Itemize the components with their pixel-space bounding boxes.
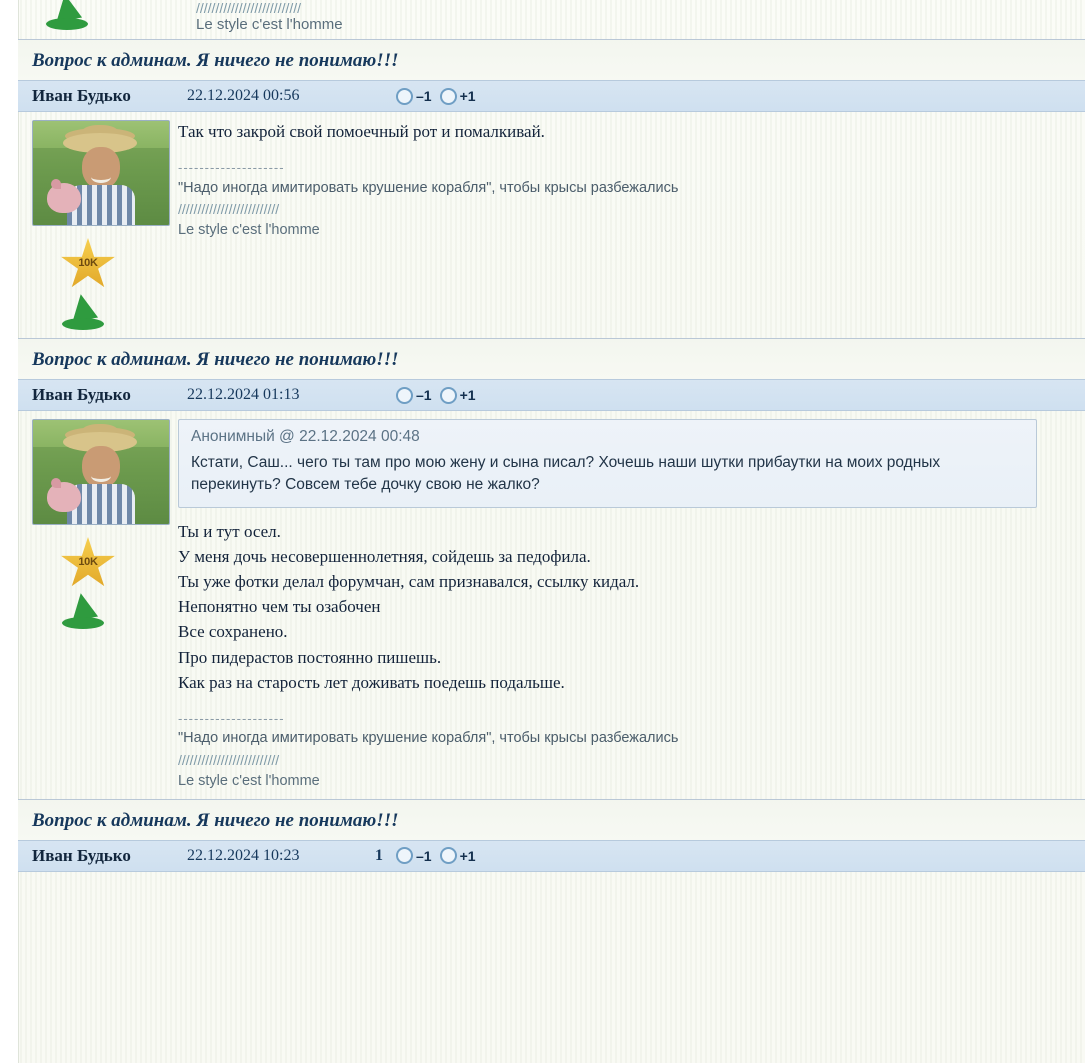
post-timestamp: 22.12.2024 10:23 — [187, 846, 300, 864]
vote-up-label: +1 — [459, 88, 476, 104]
vote-up-label: +1 — [459, 847, 476, 864]
message-line: Про пидерастов постоянно пишешь. — [178, 647, 442, 667]
post-message — [178, 120, 1085, 242]
star-badge-label: 10K — [78, 556, 98, 568]
user-badges — [32, 537, 178, 631]
signature-slashes: ////////////////////////// — [178, 201, 280, 218]
post — [18, 799, 1085, 872]
signature-dashes: -------------------- — [178, 710, 285, 726]
vote-down-button[interactable] — [396, 387, 432, 404]
post-author[interactable]: Иван Будько — [32, 845, 131, 865]
signature-motto: Le style c'est l'homme — [178, 773, 320, 790]
star-badge-icon — [60, 537, 116, 591]
post-meta-bar — [18, 80, 1085, 112]
post-gutter — [18, 120, 178, 332]
signature-slashes: ////////////////////////// — [178, 752, 280, 769]
quote-author-timestamp: Анонимный @ 22.12.2024 00:48 — [191, 428, 420, 445]
vote-down-icon[interactable] — [396, 387, 413, 404]
message-line: Ты уже фотки делал форумчан, сам признавался, ссылку кидал. — [178, 572, 640, 592]
signature — [178, 709, 1061, 793]
quoted-post — [178, 419, 1037, 508]
post-body — [18, 411, 1085, 799]
vote-down-button[interactable] — [396, 847, 432, 864]
post-timestamp: 22.12.2024 00:56 — [187, 87, 300, 104]
partial-signature-top — [18, 0, 1085, 39]
thread-title[interactable]: Вопрос к админам. Я ничего не понимаю!!! — [18, 39, 1085, 80]
post-timestamp: 22.12.2024 01:13 — [187, 386, 300, 403]
vote-up-button[interactable] — [440, 847, 476, 864]
post-meta-bar — [18, 379, 1085, 411]
message-line: Все сохранено. — [178, 622, 288, 642]
post-author[interactable]: Иван Будько — [32, 385, 131, 404]
post-meta-bar — [18, 840, 1085, 872]
message-line: Так что закрой свой помоечный рот и помалкивай. — [178, 122, 545, 141]
signature-dashes: -------------------- — [178, 160, 285, 176]
star-badge-label: 10K — [78, 257, 98, 269]
green-hat-icon — [60, 593, 106, 631]
avatar — [32, 120, 170, 226]
message-line: У меня дочь несовершеннолетняя, сойдешь за педофила. — [178, 547, 591, 567]
thread-title[interactable]: Вопрос к админам. Я ничего не понимаю!!! — [18, 799, 1085, 840]
signature-motto: Le style c'est l'homme — [196, 16, 343, 33]
signature-slashes: /////////////////////////// — [196, 0, 302, 16]
thread-content — [18, 0, 1085, 1063]
message-line: Ты и тут осел. — [178, 521, 281, 541]
signature-quote: "Надо иногда имитировать крушение корабля", чтобы крысы разбежались — [178, 179, 679, 196]
star-badge-icon — [60, 238, 116, 292]
post — [18, 338, 1085, 799]
green-hat-icon — [60, 294, 106, 332]
message-line: Как раз на старость лет доживать поедешь подальше. — [178, 672, 565, 692]
left-rail — [0, 0, 19, 1063]
post-author[interactable]: Иван Будько — [32, 86, 131, 105]
vote-up-icon[interactable] — [440, 387, 457, 404]
post-number: 1 — [375, 846, 383, 864]
signature — [178, 158, 1061, 242]
message-line: Непонятно чем ты озабочен — [178, 597, 381, 617]
vote-down-icon[interactable] — [396, 88, 413, 105]
green-hat-icon — [44, 0, 90, 22]
vote-down-icon[interactable] — [396, 847, 413, 864]
vote-down-label: –1 — [416, 88, 432, 104]
vote-down-button[interactable] — [396, 88, 432, 105]
vote-up-label: +1 — [459, 387, 476, 403]
post — [18, 39, 1085, 338]
vote-down-label: –1 — [416, 387, 432, 403]
post-gutter — [18, 419, 178, 631]
signature-motto: Le style c'est l'homme — [178, 222, 320, 239]
vote-up-icon[interactable] — [440, 88, 457, 105]
thread-title[interactable]: Вопрос к админам. Я ничего не понимаю!!! — [18, 338, 1085, 379]
vote-up-button[interactable] — [440, 387, 476, 404]
vote-down-label: –1 — [416, 847, 432, 864]
avatar — [32, 419, 170, 525]
post-body — [18, 112, 1085, 338]
user-badges — [32, 238, 178, 332]
quote-text: Кстати, Саш... чего ты там про мою жену и сына писал? Хочешь наши шутки прибаутки на моих родных перекинуть? Совсем тебе дочку свою не жалко? — [191, 454, 941, 494]
vote-up-icon[interactable] — [440, 847, 457, 864]
post-message — [178, 419, 1085, 793]
signature-quote: "Надо иногда имитировать крушение корабля", чтобы крысы разбежались — [178, 730, 679, 747]
vote-up-button[interactable] — [440, 88, 476, 105]
